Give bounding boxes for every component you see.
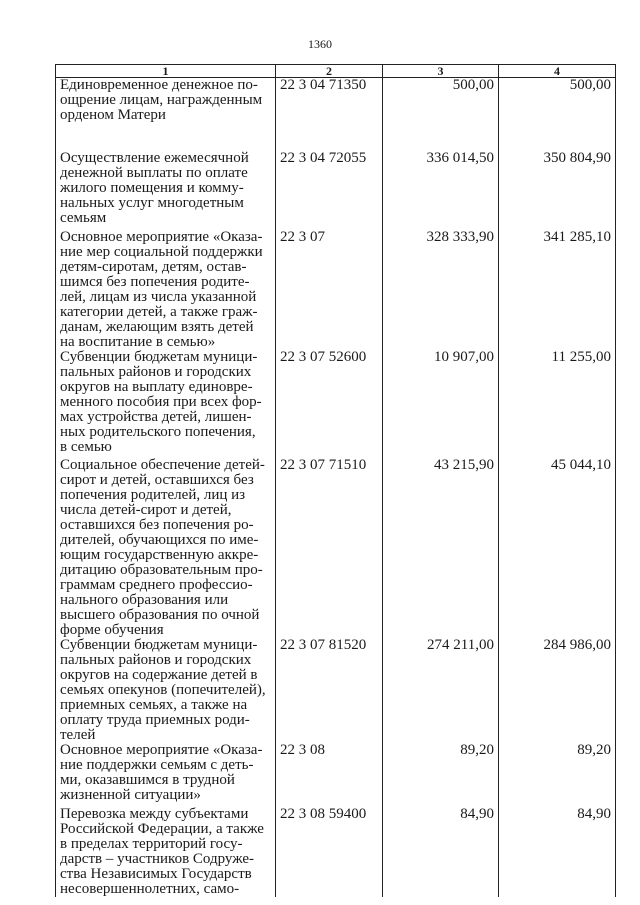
table-row <box>56 230 616 350</box>
row-value-col3: 328 333,90 <box>383 230 499 350</box>
row-value-col4: 350 804,90 <box>499 151 616 230</box>
table-row <box>56 743 616 807</box>
row-value-col3: 336 014,50 <box>383 151 499 230</box>
row-code: 22 3 08 59400 <box>276 807 383 897</box>
row-value-col3: 500,00 <box>383 78 499 151</box>
row-value-col4: 341 285,10 <box>499 230 616 350</box>
row-value-col4: 89,20 <box>499 743 616 807</box>
row-value-col3: 84,90 <box>383 807 499 897</box>
row-code: 22 3 04 72055 <box>276 151 383 230</box>
row-code: 22 3 07 71510 <box>276 458 383 638</box>
row-value-col4: 11 255,00 <box>499 350 616 458</box>
table-row <box>56 78 616 151</box>
row-code: 22 3 07 52600 <box>276 350 383 458</box>
row-code: 22 3 07 81520 <box>276 638 383 743</box>
row-value-col3: 89,20 <box>383 743 499 807</box>
row-value-col4: 84,90 <box>499 807 616 897</box>
header-row <box>56 65 616 78</box>
column-header-2: 2 <box>276 65 383 78</box>
row-value-col4: 500,00 <box>499 78 616 151</box>
budget-table <box>55 64 616 897</box>
column-header-1: 1 <box>56 65 276 78</box>
row-value-col4: 284 986,00 <box>499 638 616 743</box>
row-value-col3: 10 907,00 <box>383 350 499 458</box>
row-name: Основное мероприятие «Оказа- ние поддержки семьям с деть- ми, оказавшимся в трудной жизненной ситуации» <box>56 743 276 807</box>
row-name: Единовременное денежное по- ощрение лицам, награжденным орденом Матери <box>56 78 276 151</box>
row-name: Осуществление ежемесячной денежной выплаты по оплате жилого помещения и комму- нальных услуг многодетным семьям <box>56 151 276 230</box>
row-code: 22 3 08 <box>276 743 383 807</box>
row-name: Перевозка между субъектами Российской Федерации, а также в пределах территорий госу- дарств – участников Содруже- ства Независимых Государств несовершеннолетних, само- <box>56 807 276 897</box>
table-row <box>56 350 616 458</box>
page-number: 1360 <box>308 37 332 51</box>
row-name: Социальное обеспечение детей- сирот и детей, оставшихся без попечения родителей, лиц из числа детей-сирот и детей, оставшихся без попечения ро- дителей, обучающихся по име- ющим государственную аккре- дитацию образовательным про- граммам среднего профессио- нального образования или высшего образования по очной форме обучения <box>56 458 276 638</box>
row-name: Субвенции бюджетам муници- пальных районов и городских округов на содержание детей в семьях опекунов (попечителей), приемных семьях, а также на оплату труда приемных роди- телей <box>56 638 276 743</box>
table-row <box>56 151 616 230</box>
table-row <box>56 638 616 743</box>
row-name: Основное мероприятие «Оказа- ние мер социальной поддержки детям-сиротам, детям, остав- шимся без попечения родите- лей, лицам из числа указанной категории детей, а также граж- данам, желающим взять детей на воспитание в семью» <box>56 230 276 350</box>
row-code: 22 3 07 <box>276 230 383 350</box>
row-value-col3: 43 215,90 <box>383 458 499 638</box>
column-header-3: 3 <box>383 65 499 78</box>
row-code: 22 3 04 71350 <box>276 78 383 151</box>
table-row <box>56 458 616 638</box>
table-row <box>56 807 616 897</box>
row-name: Субвенции бюджетам муници- пальных районов и городских округов на выплату единовре- менного пособия при всех фор- мах устройства детей, лишен- ных родительского попечения, в семью <box>56 350 276 458</box>
row-value-col4: 45 044,10 <box>499 458 616 638</box>
row-value-col3: 274 211,00 <box>383 638 499 743</box>
column-header-4: 4 <box>499 65 616 78</box>
